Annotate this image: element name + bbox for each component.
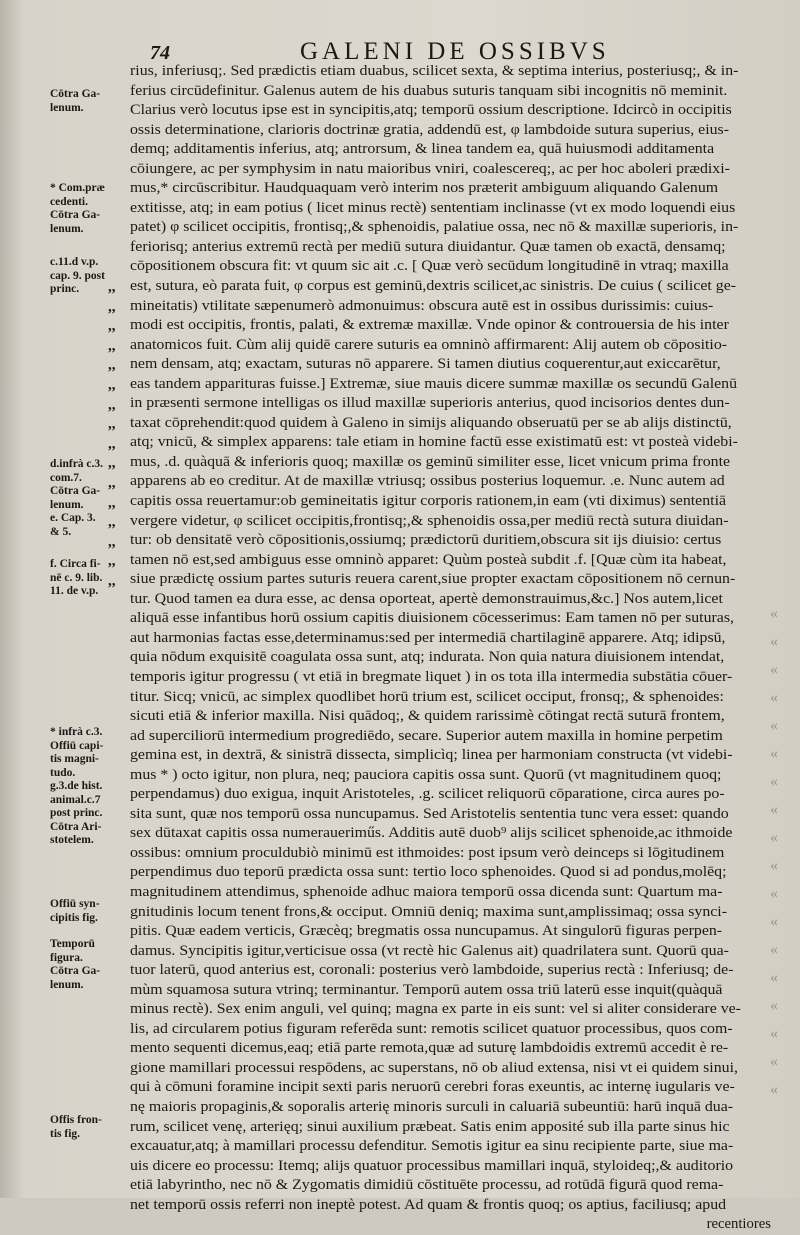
text-line: minus rectè). Sex enim anguli, vel quinq; magna ex parte in eis sunt: vel si aliter considerare ve- [130, 1001, 741, 1018]
bleed-through-mark: « [770, 745, 778, 762]
text-line: anatomicos fuit. Cùm alij quidē carere suturis ea omninò affirmarent: Alij autem ob cōpositio- [130, 336, 728, 353]
text-line: modi est occipitis, frontis, palati, & extremæ maxillæ. Vnde opinor & controuersia de his inter [130, 317, 729, 334]
margin-note-line: stotelem. [50, 834, 94, 846]
text-line: in præsenti sermone intelligas os illud maxillæ superioris anterius, quod incisorios dentes dun- [130, 395, 730, 412]
quotation-mark: ,, [108, 553, 116, 570]
margin-note-line: Cōtra Ga- [50, 965, 101, 977]
margin-note-line: d.infrà c.3. [50, 458, 104, 470]
margin-note-line: e. Cap. 3. [50, 512, 96, 524]
text-line: cōiungere, ac per symphysim in natu maioribus vniri, coalescereq;, ac per hoc aboleri prædixi- [130, 160, 730, 177]
quotation-mark: ,, [108, 455, 116, 472]
margin-note-line: lenum. [50, 978, 84, 991]
text-line: mus,* circūscribitur. Haudquaquam verò interim nos præterit ambiguum aliquando Galenum [130, 180, 719, 197]
quotation-mark: ,, [108, 357, 116, 374]
text-line: uis dicere eo processu: Itemq; alijs quatuor processibus mamillari inquā, styloideq;,& auditorio [130, 1157, 734, 1174]
margin-note-line: tudo. [50, 766, 76, 779]
margin-note-line: Temporū [50, 938, 95, 950]
bleed-through-mark: « [770, 1081, 778, 1098]
text-line: etiā labyrintho, nec nō & Zygomatis dimidiū cōstituēte processu, ad rotūdā figurā quod rema- [130, 1177, 724, 1194]
text-line: titur. Sicq; vnicū, ac simplex quodlibet horū trium est, scilicet occiput, fronsq;, & sphenoides: [130, 688, 724, 705]
text-line: gemina est, in dextrā, & sinistrā dissecta, simplicìq; linea per harmoniam constructa (vt videbi- [130, 747, 733, 764]
text-line: damus. Syncipitis igitur,verticisue ossa (vt rectè hic Galenus ait) quadrilatera sunt. Quorū qua- [130, 942, 729, 959]
text-line: net temporū ossis referri non ineptè potest. Ad quam & frontis quoq; os aptius, faciliusq; apud [130, 1196, 727, 1213]
margin-note-line: lenum. [50, 101, 84, 114]
page-number: 74 [150, 42, 170, 64]
bleed-through-marks [770, 600, 796, 1104]
margin-note [50, 726, 128, 848]
margin-note-line: lenum. [50, 498, 84, 511]
text-line: extitisse, atq; in eam potius ( licet minus rectè) sententiam inclinasse (vt ex modo loquendi eius [130, 199, 736, 216]
text-line: perpendamus) duo exigua, inquit Aristoteles, .g. scilicet reliquorū cōparatione, circa aures po- [130, 786, 725, 803]
quotation-mark: ,, [108, 279, 116, 295]
bleed-through-mark: « [770, 1053, 778, 1070]
margin-note-line: * Com.præ [50, 182, 105, 194]
text-line: Clarius verò locutus ipse est in syncipitis,atq; temporū ossium descriptione. Idcircò in occipitis [130, 102, 732, 119]
text-line: taxat cōprehendit:quod quidem à Galeno in simijs aliquando obseruatū per se ab alijs distinctū, [130, 414, 732, 431]
text-line: tuor laterū, quod anterius est, coronali: posterius verò lambdoide, superius rectà : Inferiusq; de- [130, 962, 734, 979]
text-line: aliquā esse infantibus horū ossium capitis diuisionem cōcesserimus: Eam tamen nō per suturas, [130, 610, 734, 627]
text-line: gnitudinis locum tenent frons,& occiput. Omniū deniq; maxima sunt,amplissimaq; ossa synci- [130, 903, 727, 920]
margin-note-line: animal.c.7 [50, 793, 101, 806]
text-line: temporis igitur progressu ( vt etiā in bregmate liquet ) in os tota illa intermedia substātia cōuer- [130, 668, 733, 685]
quotation-mark: ,, [108, 318, 116, 335]
text-line: ferius circūdefinitur. Galenus autem de his duabus suturis tanquam sibi incognitis nō meminit. [130, 82, 728, 99]
margin-note-line: Cōtra Ga- [50, 485, 101, 497]
text-line: rum, scilicet venę, arterięq; sinui auxilium præbeat. Satis enim apposité sub illa parte sinus hic [130, 1118, 730, 1135]
quotation-mark: ,, [108, 572, 116, 589]
margin-note-line: cipitis fig. [50, 911, 98, 924]
text-line: atq; vnicū, & simplex apparens: tale etiam in homine factū esse existimatū est: vt posteà videbi- [130, 434, 738, 451]
text-line: quia nōdum exquisitē coagulata ossa sunt, atq; indurata. Non quia natura diuisionem intendat, [130, 649, 725, 666]
quotation-mark: ,, [108, 416, 116, 433]
text-line: mus, .d. quàquā & inferioris quoq; maxillæ os geminū similiter esse, licet vnicum prima fronte [130, 453, 731, 470]
text-line: sita sunt, quæ nos temporū ossa nuncupamus. Sed Aristotelis sententia tunc vera esset: quando [130, 805, 729, 822]
text-line: tamen nō est,sed ambiguus esse omninò apparet: Quùm posteà subdit .f. [Quæ cùm ita habeat, [130, 551, 727, 568]
margin-notes [50, 80, 130, 1190]
text-line: perpendimus duo teporū prædicta ossa sunt: tertio loco sphenoides. Quod si ad pondus,molēq; [130, 864, 727, 881]
text-line: gione mamillari processui respōdens, ac superstans, nō ob aliud extensa, nisi vt ei quidem sinui, [130, 1059, 738, 1076]
bleed-through-mark: « [770, 605, 778, 622]
margin-note-line: princ. [50, 283, 80, 295]
margin-note-line: & 5. [50, 525, 72, 538]
bleed-through-mark: « [770, 773, 778, 790]
bleed-through-mark: « [770, 717, 778, 734]
main-text-block [130, 62, 775, 1233]
margin-note-line: c.11.d v.p. [50, 256, 99, 268]
catchword: recentiores [706, 1216, 771, 1233]
text-line: feriorisq; anterius extremū rectà per mediū sutura diuidantur. Quæ tamen ob exactā, densamq; [130, 238, 726, 255]
text-line: apparens ab eo creditur. At de maxillæ vtriusq; ossibus posterius loquemur. .e. Nunc autem ad [130, 473, 725, 490]
margin-note-line: nē c. 9. lib. [50, 571, 103, 584]
bleed-through-mark: « [770, 1025, 778, 1042]
margin-note-line: Offiū syn- [50, 898, 100, 910]
text-line: nę maioris propaginis,& soporalis arterię minoris surculi in caluariā subeuntiū: harū inquā dua- [130, 1098, 734, 1115]
text-line: nem densam, atq; exactam, suturas nō apparere. Si tamen diutius coquerentur,aut exiccarētur, [130, 356, 721, 373]
margin-note-line: Offis fron- [50, 1114, 102, 1126]
margin-note-line: post princ. [50, 807, 103, 819]
bleed-through-mark: « [770, 857, 778, 874]
text-line: mus * ) octo igitur, non plura, neq; pauciora capitis ossa sunt. Quorū (vt magnitudinem quoq; [130, 766, 722, 783]
margin-note-line: lenum. [50, 222, 84, 235]
margin-note-line: figura. [50, 951, 83, 964]
margin-note-line: Cōtra Ga- [50, 209, 101, 221]
bleed-through-mark: « [770, 801, 778, 818]
text-line: ossibus: omnium proculdubiò minimū est ithmoides: post ipsum verò deinceps si lōgitudinem [130, 844, 725, 861]
text-line: mento sequenti dicemus,eaq; etiā parte remota,quæ ad suturę lambdoidis extremū accedit è re- [130, 1040, 729, 1057]
bleed-through-mark: « [770, 941, 778, 958]
text-line: pitis. Quæ eadem verticis, Græcèq; bregmatis ossa nuncupamus. At singulorū figuras perpen- [130, 923, 723, 940]
margin-note [50, 88, 128, 115]
bleed-through-mark: « [770, 661, 778, 678]
margin-note-line: com.7. [50, 471, 82, 484]
text-line: eas tandem apparituras fuisse.] Extremæ, siue mauis dicere summæ maxillæ os secundū Galenū [130, 375, 738, 392]
text-line: ad superciliorū intermedium progrediēdo, secare. Superior autem maxilla in homine perpetim [130, 727, 723, 744]
margin-note-line: f. Circa fi- [50, 558, 101, 570]
bleed-through-mark: « [770, 829, 778, 846]
text-line: magnitudinem attendimus, sphenoide adhuc maiora temporū ossa dicenda sunt: Quartum ma- [130, 883, 723, 900]
margin-note-line: tis fig. [50, 1127, 81, 1140]
margin-note-line: cap. 9. post [50, 269, 105, 282]
text-line: tur. Quod tamen ea dura esse, ac densa oporteat, apertè demonstrauimus,&c.] Nos autem,licet [130, 590, 723, 607]
bleed-through-mark: « [770, 885, 778, 902]
quotation-marks-column [108, 278, 128, 592]
margin-note [50, 182, 128, 236]
quotation-mark: ,, [108, 376, 116, 393]
text-line: lis, ad circularem potius figuram referēda sunt: remotis scilicet quatuor processibus, quos com- [130, 1020, 733, 1037]
text-line: rius, inferiusq;. Sed prædictis etiam duabus, scilicet sexta, & septima interius, posteriusq;, & in- [130, 63, 739, 79]
bleed-through-mark: « [770, 913, 778, 930]
text-line: qui à cōmuni foramine incipit sexti paris neruorū cerebri foras exeuntis, ac internę iugularis ve- [130, 1079, 735, 1096]
bleed-through-mark: « [770, 633, 778, 650]
quotation-mark: ,, [108, 474, 116, 491]
quotation-mark: ,, [108, 533, 116, 550]
text-line: sicuti etiā & inferior maxilla. Nisi quādoq;, & quidem rarissimè cōtingat rectā suturā frontem, [130, 708, 725, 725]
quotation-mark: ,, [108, 494, 116, 511]
margin-note [50, 938, 128, 992]
bleed-through-mark: « [770, 689, 778, 706]
quotation-mark: ,, [108, 298, 116, 315]
margin-note [50, 1114, 128, 1141]
margin-note-line: tis magni- [50, 753, 99, 765]
text-line: capitis ossa reuertamur:ob gemineitatis igitur corporis rationem,in eam (vti diximus) sententiā [130, 493, 727, 510]
text-line: patet) φ scilicet occipitis, frontisq;,& sphenoidis, palatiue ossa, nec nō & maxillæ superioris, in- [130, 219, 739, 236]
text-line: ossis determinatione, clarioris doctrinæ gratia, addendū est, φ lambdoide sutura superius, eius- [130, 121, 730, 138]
quotation-mark: ,, [108, 396, 116, 413]
margin-note-line: Cōtra Ga- [50, 88, 101, 100]
margin-note-line: 11. de v.p. [50, 585, 99, 597]
margin-note-line: Cōtra Ari- [50, 820, 102, 833]
text-line: excauatur,atq; à mamillari processu defenditur. Semotis igitur ea sinu recipiente parte, siue ma- [130, 1138, 734, 1155]
text-line: mineitatis) vtilitate sæpenumerò admonuimus: obscura autē est in ossibus durissimis: cuius- [130, 297, 714, 314]
text-line: cōpositionem obscura fit: vt quum sic ait .c. [ Quæ verò secūdum longitudinē in vtraq; maxilla [130, 258, 729, 275]
text-line: siue prædictę ossium partes suturis reuera carent,siue propter exactam cōpositionem nō cernun- [130, 571, 736, 588]
margin-note-line: g.3.de hist. [50, 780, 103, 792]
text-line: vergere videtur, φ scilicet occipitis,frontisq;,& sphenoidis ossa,per mediū rectà sutura diuidan- [130, 512, 729, 529]
margin-note-line: * infrà c.3. [50, 726, 103, 738]
margin-note [50, 898, 128, 925]
running-title: GALENI DE OSSIBVS [300, 38, 610, 65]
text-line: tur: ob densitatē verò cōpositionis,ossiumq; prædictorū duritiem,obscura sit ijs diuisio: certus [130, 532, 722, 549]
bleed-through-mark: « [770, 997, 778, 1014]
quotation-mark: ,, [108, 337, 116, 354]
text-line: mùm squamosa sutura vtrinq; terminantur. Temporū autem ossa triū laterū esse inquit(quàquā [130, 981, 723, 998]
quotation-mark: ,, [108, 514, 116, 531]
quotation-mark: ,, [108, 435, 116, 452]
text-line: sex dūtaxat capitis ossa numeraueriműs. Additis autē duob⁹ alijs scilicet sphenoide,ac ithmoide [130, 825, 733, 842]
text-line: demq; additamentis inferius, atq; antrorsum, & linea tandem ea, quā huiusmodi additamenta [130, 141, 715, 158]
text-line: aut harmonias factas esse,determinamus:sed per intermediā chartilaginē apparere. Atq; idipsū, [130, 629, 726, 646]
text-line: est, sutura, eò parata fuit, φ corpus est geminū,dextris scilicet,ac sinistris. De cuius ( scilicet ge- [130, 278, 737, 295]
margin-note-line: Offiū capi- [50, 739, 104, 752]
bleed-through-mark: « [770, 969, 778, 986]
margin-note-line: cedenti. [50, 195, 89, 208]
